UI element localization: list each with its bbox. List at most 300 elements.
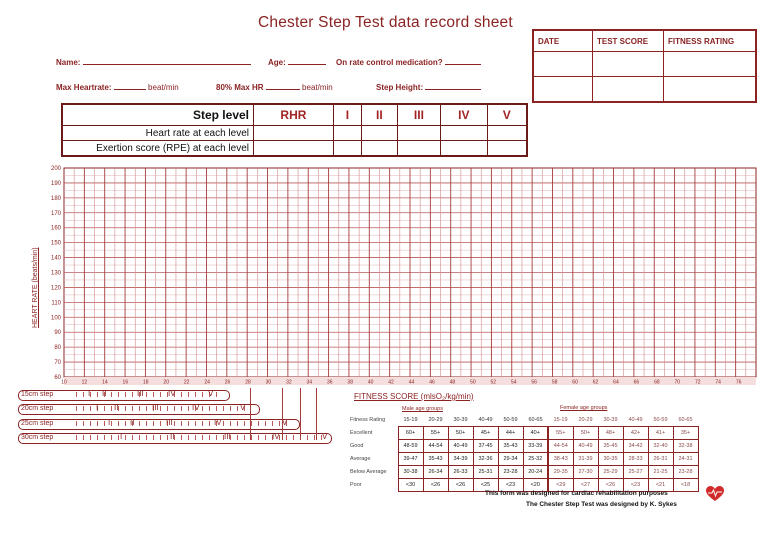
footer-line-2: The Chester Step Test was designed by K. Sykes bbox=[526, 501, 677, 508]
step-scale-tick bbox=[223, 406, 224, 411]
record-cell[interactable] bbox=[533, 52, 593, 77]
step-scale-tick bbox=[118, 421, 119, 426]
rpe-cell[interactable] bbox=[254, 141, 334, 157]
female-score-cell: <27 bbox=[573, 479, 598, 492]
male-score-cell: 55+ bbox=[423, 427, 448, 440]
female-age-header: 30-39 bbox=[603, 417, 618, 423]
step-level-mark: V bbox=[240, 403, 246, 412]
y-tick-label: 170 bbox=[50, 210, 61, 217]
step-scale-tick bbox=[216, 435, 217, 440]
step-scale-tick bbox=[153, 392, 154, 397]
male-score-cell: 37-45 bbox=[473, 440, 498, 453]
rating-header: Fitness Rating bbox=[350, 417, 386, 424]
step-scale-tick bbox=[97, 392, 98, 397]
step-scale-tick bbox=[202, 406, 203, 411]
step-scale-tick bbox=[83, 406, 84, 411]
step-scale-tick bbox=[188, 392, 189, 397]
step-scale-label: 15cm step bbox=[21, 390, 54, 398]
female-score-cell: <29 bbox=[548, 479, 573, 492]
step-scale-tick bbox=[258, 421, 259, 426]
step-scale-tick bbox=[286, 435, 287, 440]
x-tick-label: 62 bbox=[592, 379, 599, 386]
record-cell[interactable] bbox=[664, 52, 757, 77]
male-age-header: 40-49 bbox=[478, 417, 493, 423]
y-tick-label: 120 bbox=[50, 285, 61, 292]
y-tick-label: 190 bbox=[50, 180, 61, 187]
female-score-cell: 31-39 bbox=[573, 453, 598, 466]
step-scale-tick bbox=[174, 406, 175, 411]
step-scale-label: 30cm step bbox=[21, 433, 54, 441]
rating-label: Poor bbox=[350, 482, 362, 488]
medication-field[interactable] bbox=[336, 56, 481, 67]
female-score-cell: 28-33 bbox=[623, 453, 648, 466]
step-scale-tick bbox=[188, 406, 189, 411]
hr-cell[interactable] bbox=[361, 126, 397, 141]
female-score-cell: 41+ bbox=[648, 427, 673, 440]
x-tick-label: 24 bbox=[204, 379, 210, 386]
step-level-mark: III bbox=[166, 418, 173, 427]
male-score-cell: 26-34 bbox=[423, 466, 448, 479]
step-scale-tick bbox=[265, 435, 266, 440]
step-scale-tick bbox=[279, 421, 280, 426]
x-tick-label: 42 bbox=[388, 379, 394, 386]
y-tick-label: 160 bbox=[50, 225, 61, 232]
step-scale-tick bbox=[174, 421, 175, 426]
male-score-cell: 39-47 bbox=[398, 453, 423, 466]
step-scale-tick bbox=[132, 392, 133, 397]
x-tick-label: 50 bbox=[470, 379, 476, 386]
step-level-mark: III bbox=[224, 432, 231, 441]
step-level-mark: I bbox=[108, 418, 111, 427]
step-scale-tick bbox=[146, 435, 147, 440]
step-scale-tick bbox=[251, 435, 252, 440]
step-scale-tick bbox=[293, 435, 294, 440]
step-scale-divider bbox=[316, 388, 317, 440]
step-level-mark: IV bbox=[168, 389, 176, 398]
step-scale-tick bbox=[111, 435, 112, 440]
female-score-cell: 30-35 bbox=[598, 453, 623, 466]
male-score-cell: <30 bbox=[398, 479, 423, 492]
x-tick-label: 76 bbox=[735, 379, 742, 386]
x-tick-label: 66 bbox=[633, 379, 640, 386]
step-scale-tick bbox=[160, 406, 161, 411]
female-score-cell: 25-27 bbox=[623, 466, 648, 479]
step-scale-tick bbox=[181, 392, 182, 397]
female-score-cell: 25-29 bbox=[598, 466, 623, 479]
x-tick-label: 40 bbox=[367, 379, 374, 386]
step-scale-tick bbox=[132, 435, 133, 440]
x-tick-label: 34 bbox=[306, 379, 313, 386]
step-scale-tick bbox=[265, 421, 266, 426]
male-score-cell: 23-28 bbox=[498, 466, 523, 479]
step-scale-tick bbox=[111, 392, 112, 397]
male-score-cell: 35-43 bbox=[423, 453, 448, 466]
female-score-cell: 26-31 bbox=[648, 453, 673, 466]
x-tick-label: 60 bbox=[572, 379, 578, 386]
step-scale-tick bbox=[146, 406, 147, 411]
y-tick-label: 200 bbox=[50, 166, 61, 172]
step-scale-divider bbox=[282, 388, 283, 440]
step-scale-tick bbox=[181, 421, 182, 426]
fitness-score-title: FITNESS SCORE (mlsO₂/kg/min) bbox=[354, 392, 474, 401]
step-scale-tick bbox=[125, 435, 126, 440]
male-groups-title: Male age groups bbox=[402, 406, 443, 412]
female-score-cell: 50+ bbox=[573, 427, 598, 440]
y-tick-label: 60 bbox=[54, 375, 61, 381]
x-tick-label: 56 bbox=[531, 379, 537, 386]
step-scale-tick bbox=[146, 421, 147, 426]
y-tick-label: 90 bbox=[54, 330, 61, 337]
female-score-cell: 35+ bbox=[673, 427, 698, 440]
step-scale-tick bbox=[125, 392, 126, 397]
male-age-header: 30-39 bbox=[453, 417, 468, 423]
step-scale-tick bbox=[258, 435, 259, 440]
x-tick-label: 46 bbox=[429, 379, 435, 386]
male-score-cell: <26 bbox=[423, 479, 448, 492]
step-scale-tick bbox=[237, 435, 238, 440]
step-scale-tick bbox=[209, 406, 210, 411]
x-tick-label: 18 bbox=[142, 379, 149, 386]
test-score-header: TEST SCORE bbox=[593, 30, 664, 52]
female-score-cell: <26 bbox=[598, 479, 623, 492]
female-age-header: 50-59 bbox=[653, 417, 668, 423]
step-height-field[interactable] bbox=[376, 81, 481, 92]
male-score-cell: 48-59 bbox=[398, 440, 423, 453]
step-scale-tick bbox=[83, 435, 84, 440]
step-scale-tick bbox=[111, 421, 112, 426]
x-tick-label: 26 bbox=[224, 379, 231, 386]
male-score-cell: 60+ bbox=[398, 427, 423, 440]
x-tick-label: 32 bbox=[286, 379, 292, 386]
age-label: Age: bbox=[268, 58, 286, 67]
step-scale-tick bbox=[230, 406, 231, 411]
record-cell[interactable] bbox=[593, 77, 664, 103]
heart-icon bbox=[706, 486, 724, 502]
step-scale-tick bbox=[139, 435, 140, 440]
step-scale-tick bbox=[97, 421, 98, 426]
step-level-table bbox=[61, 103, 528, 157]
female-age-header: 15-19 bbox=[553, 417, 568, 423]
y-axis-title: HEART RATE (beats/min) bbox=[32, 247, 39, 328]
female-score-cell: 32-38 bbox=[673, 440, 698, 453]
rpe-cell[interactable] bbox=[397, 141, 440, 157]
rpe-cell[interactable] bbox=[487, 141, 527, 157]
male-age-header: 20-29 bbox=[428, 417, 443, 423]
male-score-cell: 50+ bbox=[448, 427, 473, 440]
beat-unit-1: beat/min bbox=[148, 83, 179, 92]
step-level-mark: I bbox=[88, 389, 91, 398]
rating-label: Excellent bbox=[350, 430, 373, 436]
step-scale-tick bbox=[216, 406, 217, 411]
x-tick-label: 58 bbox=[551, 379, 558, 386]
male-score-cell: 34-39 bbox=[448, 453, 473, 466]
female-score-cell: 27-30 bbox=[573, 466, 598, 479]
male-score-cell: 30-38 bbox=[398, 466, 423, 479]
step-scale-tick bbox=[188, 421, 189, 426]
step-level-mark: V bbox=[282, 418, 288, 427]
step-scale-tick bbox=[181, 406, 182, 411]
rpe-cell[interactable] bbox=[361, 141, 397, 157]
age-field[interactable] bbox=[268, 56, 326, 67]
male-score-cell: 20-24 bbox=[523, 466, 548, 479]
female-age-header: 40-49 bbox=[628, 417, 643, 423]
step-scale-tick bbox=[244, 435, 245, 440]
x-tick-label: 28 bbox=[245, 379, 251, 386]
step-scale-tick bbox=[90, 406, 91, 411]
step-scale-tick bbox=[139, 406, 140, 411]
x-tick-label: 10 bbox=[61, 379, 67, 386]
x-tick-label: 74 bbox=[715, 379, 721, 386]
name-label: Name: bbox=[56, 58, 81, 67]
step-scale-tick bbox=[167, 406, 168, 411]
female-score-cell: 35-45 bbox=[598, 440, 623, 453]
step-scale-tick bbox=[90, 435, 91, 440]
x-tick-label: 14 bbox=[102, 379, 108, 386]
female-score-cell: 21-25 bbox=[648, 466, 673, 479]
y-tick-label: 100 bbox=[50, 315, 61, 322]
x-tick-label: 36 bbox=[326, 379, 333, 386]
male-score-cell: <23 bbox=[498, 479, 523, 492]
male-score-cell: 26-33 bbox=[448, 466, 473, 479]
x-tick-label: 20 bbox=[163, 379, 169, 386]
x-tick-label: 64 bbox=[613, 379, 619, 386]
male-score-cell: 45+ bbox=[473, 427, 498, 440]
step-level-mark: I bbox=[120, 432, 123, 441]
step-height-label: Step Height: bbox=[376, 83, 424, 92]
female-score-cell: 24-31 bbox=[673, 453, 698, 466]
step-scale-tick bbox=[195, 435, 196, 440]
step-scale-label: 20cm step bbox=[21, 404, 54, 412]
fitness-rating-header: FITNESS RATING bbox=[664, 30, 757, 52]
step-scale-tick bbox=[76, 435, 77, 440]
female-groups-title: Female age groups bbox=[560, 405, 608, 411]
record-cell[interactable] bbox=[593, 52, 664, 77]
step-scale-tick bbox=[314, 435, 315, 440]
hr-cell[interactable] bbox=[397, 126, 440, 141]
female-score-cell: 32-40 bbox=[648, 440, 673, 453]
step-scale-4 bbox=[18, 433, 332, 444]
step-scale-divider bbox=[250, 388, 251, 440]
step-scale-tick bbox=[195, 392, 196, 397]
x-tick-label: 30 bbox=[265, 379, 272, 386]
step-scale-tick bbox=[167, 435, 168, 440]
x-tick-label: 12 bbox=[81, 379, 88, 386]
step-level-mark: V bbox=[322, 432, 328, 441]
rating-label: Average bbox=[350, 456, 371, 462]
level-iii: III bbox=[397, 104, 440, 126]
table-row bbox=[348, 440, 698, 453]
y-tick-label: 130 bbox=[50, 270, 61, 277]
step-scale-tick bbox=[237, 421, 238, 426]
y-tick-label: 180 bbox=[50, 195, 61, 202]
female-age-header: 60-65 bbox=[678, 417, 693, 423]
y-tick-label: 70 bbox=[54, 360, 61, 367]
step-scale-tick bbox=[76, 392, 77, 397]
female-score-cell: 48+ bbox=[598, 427, 623, 440]
step-scale-tick bbox=[195, 421, 196, 426]
female-score-cell: <23 bbox=[623, 479, 648, 492]
step-level-mark: I bbox=[96, 403, 99, 412]
rating-label: Below Average bbox=[350, 469, 387, 475]
y-tick-label: 150 bbox=[50, 240, 61, 247]
female-score-cell: 38-43 bbox=[548, 453, 573, 466]
step-scale-tick bbox=[181, 435, 182, 440]
male-score-cell: <25 bbox=[473, 479, 498, 492]
step-scale-tick bbox=[209, 435, 210, 440]
step-scale-tick bbox=[272, 421, 273, 426]
max-hr-field[interactable] bbox=[56, 81, 179, 92]
step-scale-divider bbox=[300, 388, 301, 440]
step-level-mark: II bbox=[102, 389, 107, 398]
step-scale-tick bbox=[125, 421, 126, 426]
step-scale-tick bbox=[132, 406, 133, 411]
y-tick-label: 80 bbox=[54, 345, 61, 352]
heart-rate-grid[interactable] bbox=[44, 162, 768, 392]
male-score-cell: 40-49 bbox=[448, 440, 473, 453]
male-score-cell: <20 bbox=[523, 479, 548, 492]
female-score-cell: 23-28 bbox=[673, 466, 698, 479]
date-header: DATE bbox=[533, 30, 593, 52]
step-scale-tick bbox=[216, 392, 217, 397]
step-level-mark: III bbox=[152, 403, 159, 412]
step-scale-label: 25cm step bbox=[21, 419, 54, 427]
step-scale-tick bbox=[202, 421, 203, 426]
level-ii: II bbox=[361, 104, 397, 126]
step-scale-tick bbox=[230, 421, 231, 426]
step-level-label: Step level bbox=[62, 104, 254, 126]
x-tick-label: 70 bbox=[674, 379, 681, 386]
step-level-mark: V bbox=[208, 389, 214, 398]
max-hr-80-field[interactable] bbox=[216, 81, 333, 92]
female-score-cell: <18 bbox=[673, 479, 698, 492]
step-level-mark: II bbox=[114, 403, 119, 412]
step-scale-tick bbox=[209, 421, 210, 426]
male-age-header: 60-65 bbox=[528, 417, 543, 423]
step-scale-tick bbox=[104, 435, 105, 440]
x-tick-label: 38 bbox=[347, 379, 353, 386]
hr-cell[interactable] bbox=[333, 126, 361, 141]
y-tick-label: 110 bbox=[51, 300, 61, 307]
step-scale-tick bbox=[160, 435, 161, 440]
hr-cell[interactable] bbox=[441, 126, 487, 141]
step-level-mark: IV bbox=[214, 418, 222, 427]
x-tick-label: 22 bbox=[183, 379, 190, 386]
step-scale-tick bbox=[153, 435, 154, 440]
rpe-cell[interactable] bbox=[441, 141, 487, 157]
step-scale-tick bbox=[76, 421, 77, 426]
table-row bbox=[348, 427, 698, 440]
step-level-mark: II bbox=[130, 418, 135, 427]
rating-label: Good bbox=[350, 443, 364, 449]
step-scale-tick bbox=[118, 392, 119, 397]
step-scale-tick bbox=[118, 435, 119, 440]
x-tick-label: 68 bbox=[654, 379, 660, 386]
x-tick-label: 52 bbox=[490, 379, 497, 386]
table-row bbox=[348, 466, 698, 479]
male-score-cell: 40+ bbox=[523, 427, 548, 440]
step-scale-tick bbox=[153, 421, 154, 426]
name-field[interactable] bbox=[56, 56, 251, 67]
female-score-cell: 44-54 bbox=[548, 440, 573, 453]
step-scale-tick bbox=[76, 406, 77, 411]
male-score-cell: <26 bbox=[448, 479, 473, 492]
male-score-cell: 35-43 bbox=[498, 440, 523, 453]
male-score-cell: 29-34 bbox=[498, 453, 523, 466]
step-scale-tick bbox=[125, 406, 126, 411]
female-score-cell: 29-35 bbox=[548, 466, 573, 479]
step-level-mark: II bbox=[170, 432, 175, 441]
step-scale-tick bbox=[90, 421, 91, 426]
female-score-cell: 34-42 bbox=[623, 440, 648, 453]
max-hr-80-label: 80% Max HR bbox=[216, 83, 264, 92]
step-scale-tick bbox=[146, 392, 147, 397]
record-table bbox=[532, 29, 757, 103]
step-level-mark: IV bbox=[192, 403, 200, 412]
step-scale-tick bbox=[307, 435, 308, 440]
beat-unit-2: beat/min bbox=[302, 83, 333, 92]
step-scale-tick bbox=[104, 406, 105, 411]
record-cell[interactable] bbox=[664, 77, 757, 103]
step-scale-tick bbox=[83, 392, 84, 397]
rpe-row-label: Exertion score (RPE) at each level bbox=[62, 141, 254, 157]
female-score-cell: 55+ bbox=[548, 427, 573, 440]
page-title: Chester Step Test data record sheet bbox=[258, 14, 513, 31]
female-score-cell: 40-49 bbox=[573, 440, 598, 453]
x-tick-label: 44 bbox=[408, 379, 415, 386]
step-level-mark: III bbox=[137, 389, 144, 398]
level-iv: IV bbox=[441, 104, 487, 126]
step-scale-tick bbox=[223, 421, 224, 426]
step-scale-tick bbox=[237, 406, 238, 411]
x-tick-label: 16 bbox=[122, 379, 129, 386]
step-scale-tick bbox=[139, 421, 140, 426]
level-i: I bbox=[333, 104, 361, 126]
step-scale-tick bbox=[160, 392, 161, 397]
y-tick-label: 140 bbox=[50, 255, 61, 262]
max-hr-label: Max Heartrate: bbox=[56, 83, 112, 92]
medication-label: On rate control medication? bbox=[336, 58, 443, 67]
step-scale-tick bbox=[104, 421, 105, 426]
record-cell[interactable] bbox=[533, 77, 593, 103]
female-age-header: 20-29 bbox=[578, 417, 593, 423]
step-scale-tick bbox=[251, 421, 252, 426]
step-level-mark: IV bbox=[272, 432, 280, 441]
step-scale-tick bbox=[111, 406, 112, 411]
step-scale-tick bbox=[202, 435, 203, 440]
step-scale-tick bbox=[97, 435, 98, 440]
hr-cell[interactable] bbox=[487, 126, 527, 141]
rpe-cell[interactable] bbox=[333, 141, 361, 157]
male-age-header: 15-19 bbox=[403, 417, 418, 423]
footer-line-1: This form was designed for cardiac rehabilitation purposes bbox=[485, 490, 668, 497]
fitness-table bbox=[348, 414, 699, 492]
female-score-cell: 42+ bbox=[623, 427, 648, 440]
male-score-cell: 44+ bbox=[498, 427, 523, 440]
x-tick-label: 72 bbox=[694, 379, 701, 386]
step-scale-tick bbox=[188, 435, 189, 440]
male-score-cell: 25-31 bbox=[473, 466, 498, 479]
male-score-cell: 33-39 bbox=[523, 440, 548, 453]
table-row bbox=[348, 453, 698, 466]
step-scale-tick bbox=[83, 421, 84, 426]
male-age-header: 50-59 bbox=[503, 417, 518, 423]
heart-rate-row-label: Heart rate at each level bbox=[62, 126, 254, 141]
x-tick-label: 54 bbox=[510, 379, 517, 386]
x-tick-label: 48 bbox=[449, 379, 456, 386]
level-rhr: RHR bbox=[254, 104, 334, 126]
step-scale-tick bbox=[202, 392, 203, 397]
hr-cell[interactable] bbox=[254, 126, 334, 141]
